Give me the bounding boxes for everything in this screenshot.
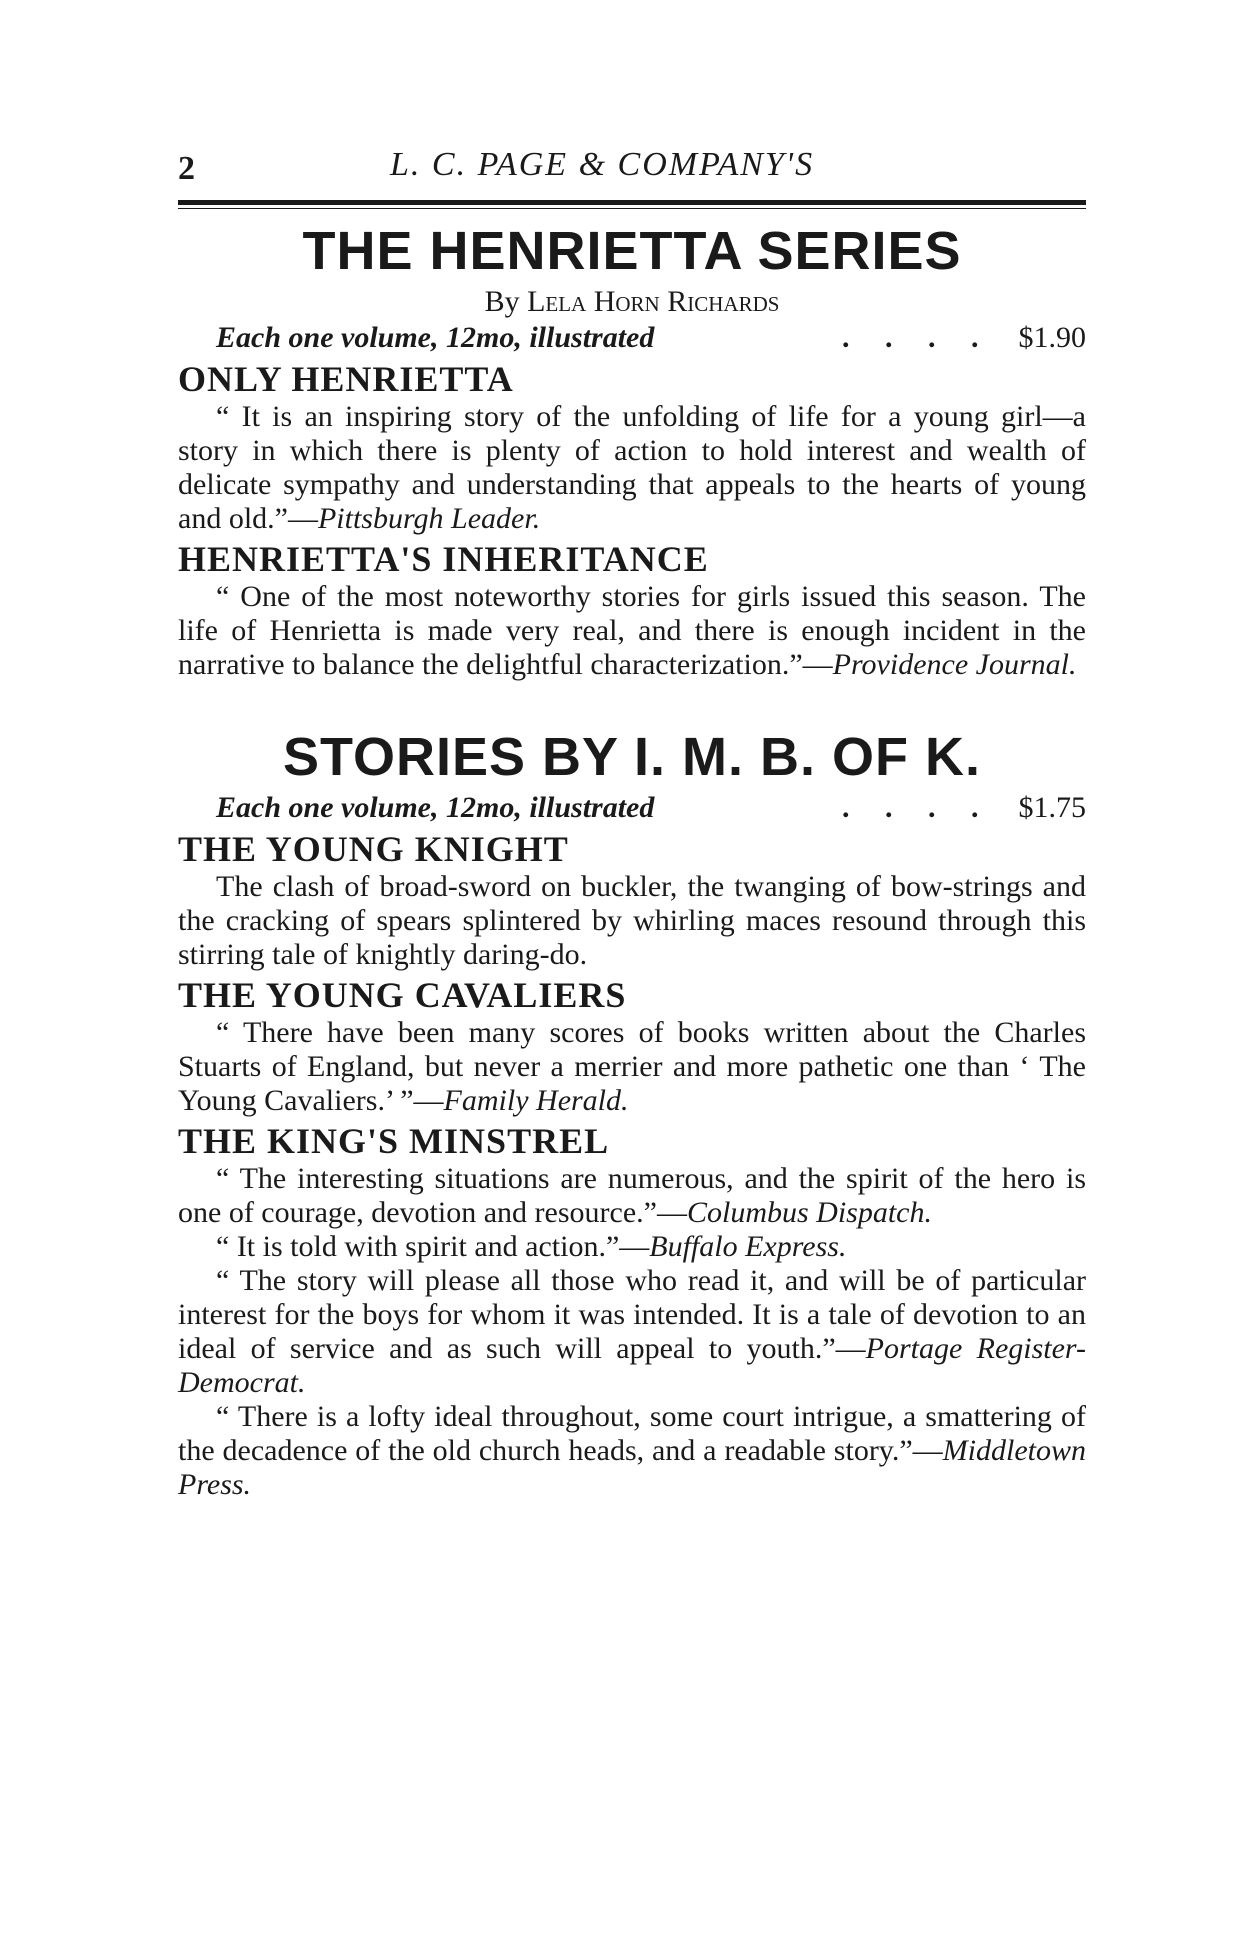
- review-quote: [178, 1230, 1086, 1264]
- review-quote: [178, 400, 1086, 536]
- edition-text: Each one volume, 12mo, illustrated: [216, 791, 655, 824]
- edition-dots: . . . .: [842, 791, 993, 824]
- review-quote: [178, 1400, 1086, 1502]
- price: $1.90: [1018, 321, 1086, 354]
- page-number: 2: [178, 150, 195, 187]
- quote-text: “ There have been many scores of books written about the Charles Stuarts of England, but never a merrier and more pathetic one than ‘ The Young Cavaliers.’ ”—: [178, 1016, 1086, 1117]
- description-text: The clash of broad-sword on buckler, the twanging of bow-strings and the cracking of spears splintered by whirling maces resound through this stirring tale of knightly daring-do.: [178, 870, 1086, 971]
- quote-text: “ The story will please all those who read it, and will be of particular interest for the boys for whom it was intended. It is a tale of devotion to an ideal of service and as such will appeal to youth.”—: [178, 1264, 1086, 1365]
- edition-text: Each one volume, 12mo, illustrated: [216, 321, 655, 354]
- header-rule-thin: [178, 208, 1086, 209]
- book-title: THE YOUNG KNIGHT: [178, 829, 569, 869]
- book-entry: [178, 974, 1086, 1118]
- edition-line: [216, 790, 1086, 826]
- book-entry: [178, 1120, 1086, 1502]
- quote-source: Pittsburgh Leader.: [317, 502, 541, 535]
- quote-source: Family Herald.: [443, 1084, 629, 1117]
- quote-text: “ It is told with spirit and action.”—: [216, 1230, 650, 1263]
- quote-source: Middletown Press.: [178, 1434, 1086, 1501]
- text-column: [178, 218, 1086, 1502]
- running-head: L. C. PAGE & COMPANY'S: [390, 146, 815, 183]
- edition-dots: . . . .: [842, 321, 993, 354]
- quote-source: Columbus Dispatch.: [686, 1196, 932, 1229]
- quote-source: Portage Register-Democrat.: [178, 1332, 1086, 1399]
- book-title: THE KING'S MINSTREL: [178, 1121, 610, 1161]
- book-entry: [178, 828, 1086, 972]
- quote-text: “ There is a lofty ideal throughout, some court intrigue, a smattering of the decadence of the old church heads, and a readable story.”—: [178, 1400, 1086, 1467]
- review-quote: [178, 1264, 1086, 1400]
- series-title: STORIES BY I. M. B. OF K.: [282, 727, 982, 787]
- author-label: By: [484, 285, 520, 318]
- author-line: [178, 284, 1086, 320]
- book-title: ONLY HENRIETTA: [178, 359, 514, 399]
- section-gap: [178, 682, 1086, 724]
- quote-source: Providence Journal.: [832, 648, 1077, 681]
- price: $1.75: [1018, 791, 1086, 824]
- review-quote: [178, 580, 1086, 682]
- book-entry: [178, 538, 1086, 682]
- book-title: THE YOUNG CAVALIERS: [178, 975, 627, 1015]
- section-imb-of-k: [178, 724, 1086, 1502]
- quote-text: “ It is an inspiring story of the unfolding of life for a young girl—a story in which there is plenty of action to hold interest and wealth of delicate sympathy and understanding that appeals to the hearts of young and old.”—: [178, 400, 1086, 535]
- book-title: HENRIETTA'S INHERITANCE: [178, 539, 709, 579]
- quote-source: Buffalo Express.: [649, 1230, 847, 1263]
- edition-line: [216, 320, 1086, 356]
- review-quote: [178, 1162, 1086, 1230]
- author-name: Lela Horn Richards: [527, 285, 780, 318]
- review-quote: [178, 1016, 1086, 1118]
- series-title: THE HENRIETTA SERIES: [302, 221, 962, 281]
- book-entry: [178, 358, 1086, 536]
- quote-text: “ One of the most noteworthy stories for girls issued this season. The life of Henrietta is made very real, and there is enough incident in the narrative to balance the delightful characterization.”—: [178, 580, 1086, 681]
- book-description: [178, 870, 1086, 972]
- quote-text: “ The interesting situations are numerous, and the spirit of the hero is one of courage, devotion and resource.”—: [178, 1162, 1086, 1229]
- header-rule: [178, 200, 1086, 205]
- section-henrietta-series: [178, 218, 1086, 682]
